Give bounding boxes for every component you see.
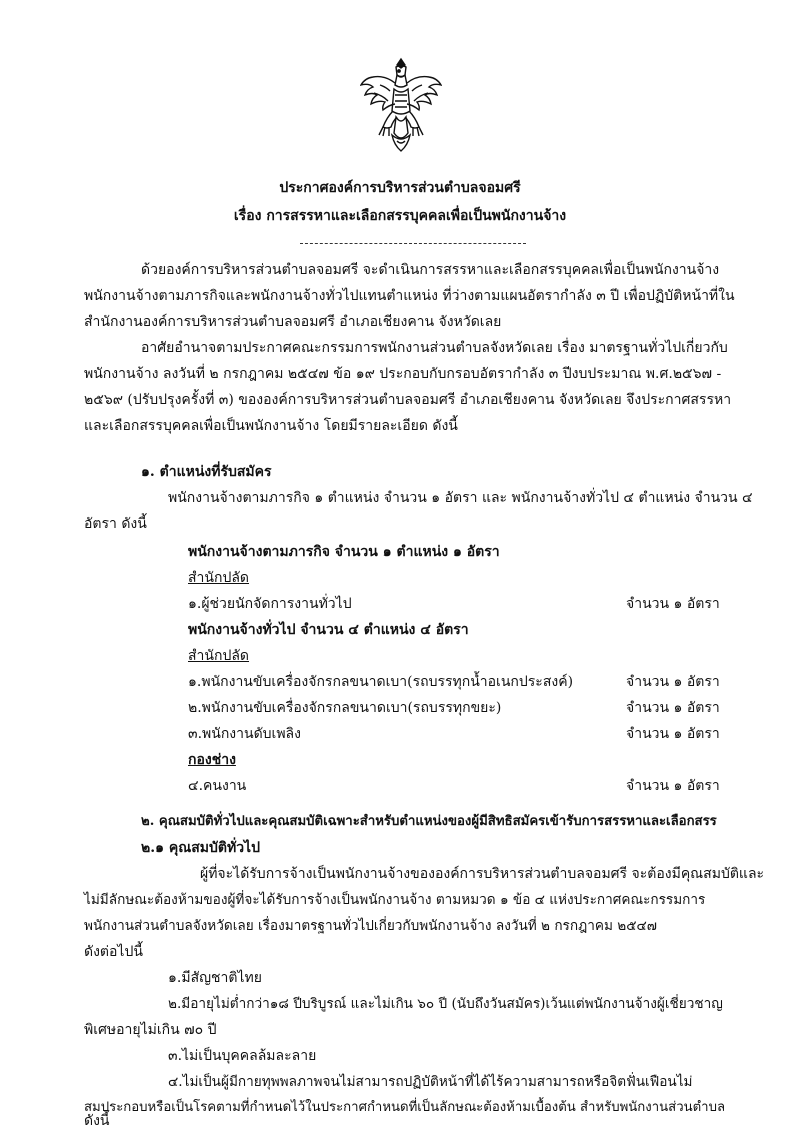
- title-line-1: ประกาศองค์การบริหารส่วนตำบลจอมศรี: [279, 180, 521, 196]
- title-line-2: เรื่อง การสรรหาและเลือกสรรบุคคลเพื่อเป็นพนักงานจ้าง: [233, 208, 567, 224]
- group1-item-count: จำนวน ๑ อัตรา: [626, 596, 720, 612]
- group2-item-2-count: จำนวน ๑ อัตรา: [626, 700, 720, 716]
- group2-office: สำนักปลัด: [188, 648, 250, 664]
- intro-p1-line-3: สำนักงานองค์การบริหารส่วนตำบลจอมศรี อำเภอเชียงคาน จังหวัดเลย: [84, 314, 502, 330]
- intro-p2-line-1: อาศัยอำนาจตามประกาศคณะกรรมการพนักงานส่วนตำบลจังหวัดเลย เรื่อง มาตรฐานทั่วไปเกี่ยวกับ: [141, 340, 728, 356]
- intro-p2-line-3: ๒๕๖๙ (ปรับปรุงครั้งที่ ๓) ขององค์การบริหารส่วนตำบลจอมศรี อำเภอเชียงคาน จังหวัดเลย จึงประกาศสรรหา: [84, 392, 732, 408]
- qualification-3: ๓.ไม่เป็นบุคคลล้มละลาย: [168, 1048, 317, 1064]
- section2-para-line-3: พนักงานส่วนตำบลจังหวัดเลย เรื่องมาตรฐานทั่วไปเกี่ยวกับพนักงานจ้าง ลงวันที่ ๒ กรกฎาคม ๒๕๔๗: [84, 918, 657, 934]
- intro-p1-line-2: พนักงานจ้างตามภารกิจและพนักงานจ้างทั่วไปแทนตำแหน่ง ที่ว่างตามแผนอัตรากำลัง ๓ ปี เพื่อปฏิบัติหน้าที่ใน: [84, 288, 735, 304]
- section2-para-line-4: ดังต่อไปนี้: [84, 944, 143, 960]
- qualification-2-line-2: พิเศษอายุไม่เกิน ๗๐ ปี: [84, 1022, 217, 1038]
- qualification-1: ๑.มีสัญชาติไทย: [168, 970, 262, 986]
- section2-para-line-2: ไม่มีลักษณะต้องห้ามของผู้ที่จะได้รับการจ้างเป็นพนักงานจ้าง ตามหมวด ๑ ข้อ ๔ แห่งประกาศคณะกรรมการ: [84, 892, 706, 908]
- qualification-2-line-1: ๒.มีอายุไม่ต่ำกว่า๑๘ ปีบริบูรณ์ และไม่เกิน ๖๐ ปี (นับถึงวันสมัคร)เว้นแต่พนักงานจ้างผู้เชี่ยวชาญ: [168, 996, 723, 1012]
- intro-p1-line-1: ด้วยองค์การบริหารส่วนตำบลจอมศรี จะดำเนินการสรรหาและเลือกสรรบุคคลเพื่อเป็นพนักงานจ้าง: [141, 262, 720, 278]
- section1-heading: ๑. ตำแหน่งที่รับสมัคร: [141, 464, 272, 480]
- intro-p2-line-4: และเลือกสรรบุคคลเพื่อเป็นพนักงานจ้าง โดยมีรายละเอียด ดังนี้: [84, 418, 458, 434]
- section1-summary-line-2: อัตรา ดังนี้: [84, 516, 147, 532]
- garuda-emblem-icon: [360, 55, 442, 155]
- group1-item-name: ๑.ผู้ช่วยนักจัดการงานทั่วไป: [188, 596, 352, 612]
- group2-item-1-count: จำนวน ๑ อัตรา: [626, 674, 720, 690]
- qualification-4-line-3: ดังนี้: [84, 1113, 110, 1129]
- title-divider: [300, 243, 526, 244]
- group2-item-4-name: ๔.คนงาน: [188, 778, 247, 794]
- section2-heading: ๒. คุณสมบัติทั่วไปและคุณสมบัติเฉพาะสำหรับตำแหน่งของผู้มีสิทธิสมัครเข้ารับการสรรหาและเลือกสรร: [141, 814, 717, 829]
- group2-heading: พนักงานจ้างทั่วไป จำนวน ๔ ตำแหน่ง ๔ อัตรา: [188, 622, 469, 638]
- group1-heading: พนักงานจ้างตามภารกิจ จำนวน ๑ ตำแหน่ง ๑ อัตรา: [188, 544, 500, 560]
- section2-para-line-1: ผู้ที่จะได้รับการจ้างเป็นพนักงานจ้างขององค์การบริหารส่วนตำบลจอมศรี จะต้องมีคุณสมบัติและ: [200, 866, 765, 882]
- section2-sub-heading: ๒.๑ คุณสมบัติทั่วไป: [141, 840, 260, 856]
- section1-summary-line-1: พนักงานจ้างตามภารกิจ ๑ ตำแหน่ง จำนวน ๑ อัตรา และ พนักงานจ้างทั่วไป ๔ ตำแหน่ง จำนวน ๔: [168, 490, 753, 506]
- intro-p2-line-2: พนักงานจ้าง ลงวันที่ ๒ กรกฎาคม ๒๕๔๗ ข้อ ๑๙ ประกอบกับกรอบอัตรากำลัง ๓ ปีงบประมาณ พ.ศ.๒๕๖๗ -: [84, 366, 722, 382]
- group2-item-3-name: ๓.พนักงานดับเพลิง: [188, 726, 301, 742]
- qualification-4-line-1: ๔.ไม่เป็นผู้มีกายทุพพลภาพจนไม่สามารถปฏิบัติหน้าที่ได้ไร้ความสามารถหรือจิตฟั่นเฟือนไม่: [168, 1074, 693, 1090]
- group2-office-2: กองช่าง: [188, 752, 236, 768]
- group2-item-2-name: ๒.พนักงานขับเครื่องจักรกลขนาดเบา(รถบรรทุกขยะ): [188, 700, 502, 716]
- qualification-4-line-2: สมประกอบหรือเป็นโรคตามที่กำหนดไว้ในประกาศกำหนดที่เป็นลักษณะต้องห้ามเบื้องต้น สำหรับพนักงานส่วนตำบล: [84, 1100, 726, 1115]
- group2-item-3-count: จำนวน ๑ อัตรา: [626, 726, 720, 742]
- group1-office: สำนักปลัด: [188, 570, 250, 586]
- group2-item-1-name: ๑.พนักงานขับเครื่องจักรกลขนาดเบา(รถบรรทุกน้ำอเนกประสงค์): [188, 674, 574, 690]
- group2-item-4-count: จำนวน ๑ อัตรา: [626, 778, 720, 794]
